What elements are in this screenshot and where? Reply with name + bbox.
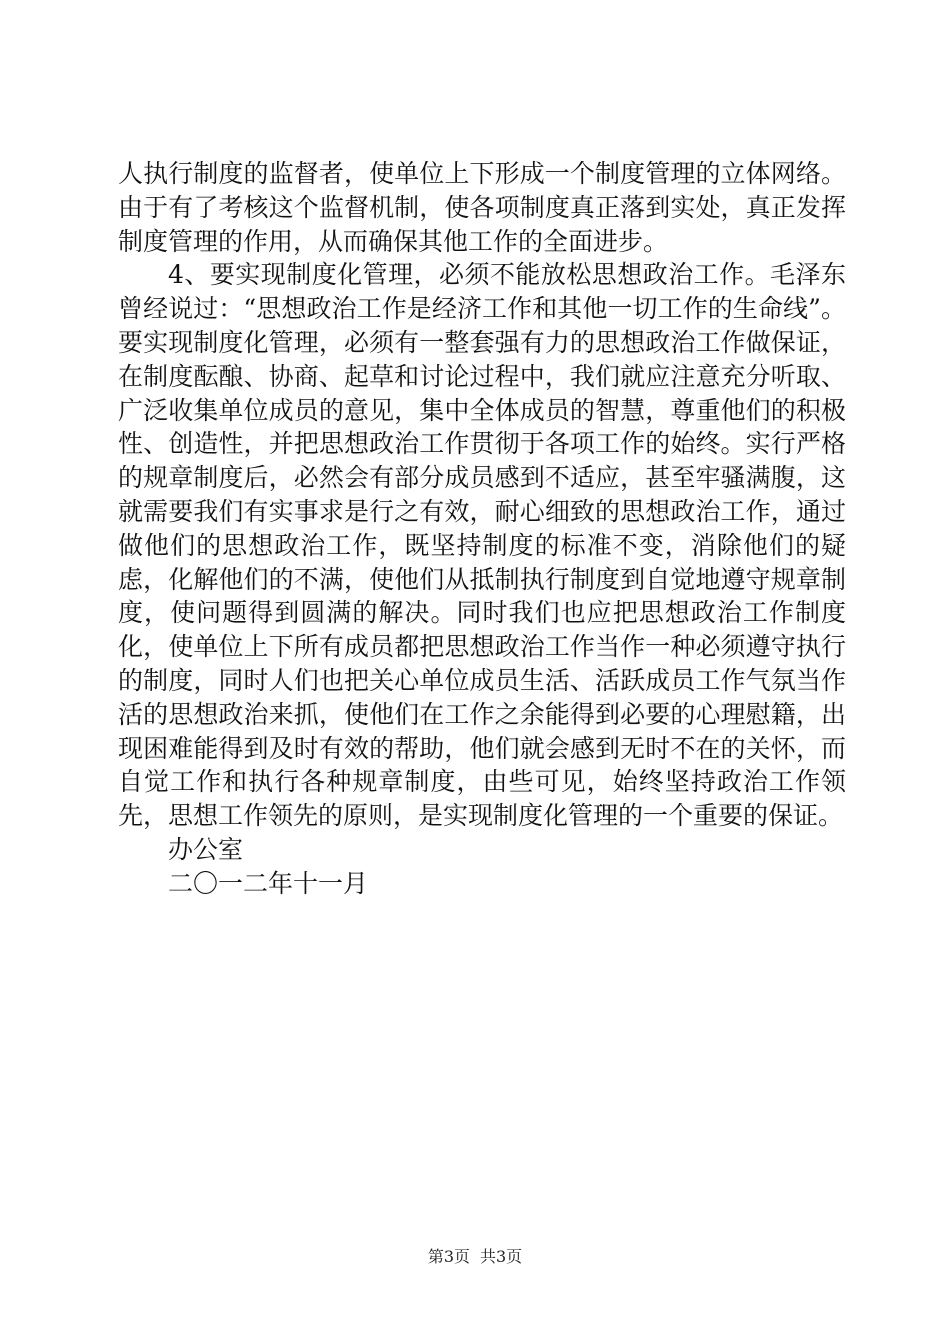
paragraph-continuation: 人执行制度的监督者，使单位上下形成一个制度管理的立体网络。由于有了考核这个监督机制，使各项制度真正落到实处，真正发挥制度管理的作用，从而确保其他工作的全面进步。 [118, 159, 846, 256]
page-number-total: 共3页 [480, 1247, 523, 1266]
page-footer [0, 1244, 950, 1267]
signature-office: 办公室 [168, 834, 244, 864]
paragraph-section-4: 4、要实现制度化管理，必须不能放松思想政治工作。毛泽东曾经说过：“思想政治工作是经济工作和其他一切工作的生命线”。要实现制度化管理，必须有一整套强有力的思想政治工作做保证，在制度酝酿、协商、起草和讨论过程中，我们就应注意充分听取、广泛收集单位成员的意见，集中全体成员的智慧，尊重他们的积极性、创造性，并把思想政治工作贯彻于各项工作的始终。实行严格的规章制度后，必然会有部分成员感到不适应，甚至牢骚满腹，这就需要我们有实事求是行之有效，耐心细致的思想政治工作，通过做他们的思想政治工作，既坚持制度的标准不变，消除他们的疑虑，化解他们的不满，使他们从抵制执行制度到自觉地遵守规章制度，使问题得到圆满的解决。同时我们也应把思想政治工作制度化，使单位上下所有成员都把思想政治工作当作一种必须遵守执行的制度，同时人们也把关心单位成员生活、活跃成员工作气氛当作活的思想政治来抓，使他们在工作之余能得到必要的心理慰籍，出现困难能得到及时有效的帮助，他们就会感到无时不在的关怀，而自觉工作和执行各种规章制度，由些可见，始终坚持政治工作领先，思想工作领先的原则，是实现制度化管理的一个重要的保证。 [118, 260, 846, 831]
page-number-current: 第3页 [427, 1247, 470, 1266]
document-body [118, 157, 846, 901]
signature-date: 二〇一二年十一月 [168, 868, 369, 898]
